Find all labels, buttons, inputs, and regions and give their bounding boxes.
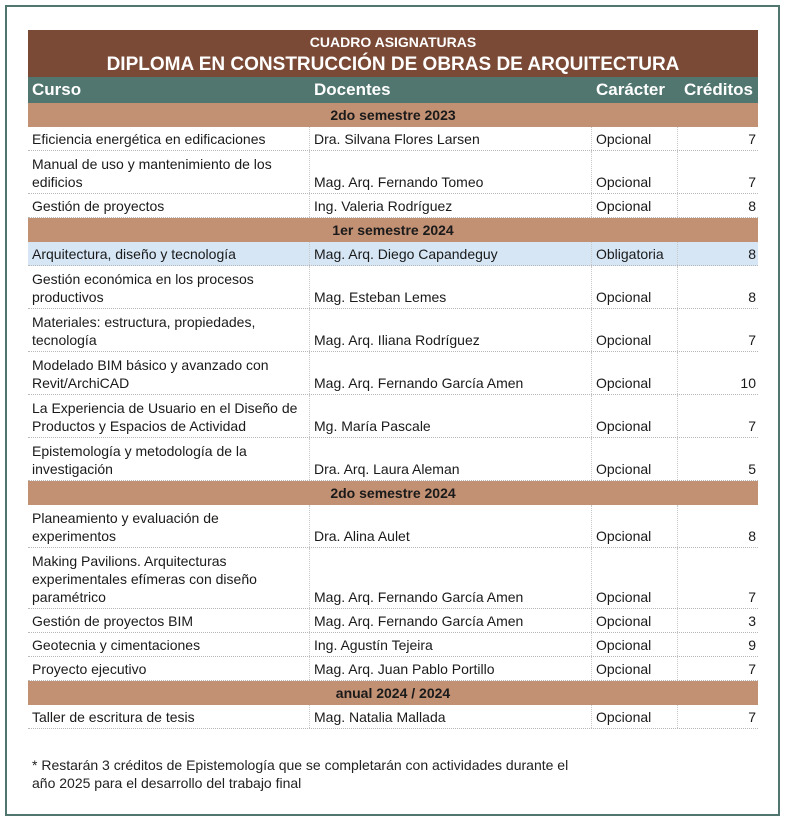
subjects-table — [28, 30, 758, 729]
table-title: DIPLOMA EN CONSTRUCCIÓN DE OBRAS DE ARQUITECTURA — [28, 52, 758, 77]
table-row — [28, 352, 758, 395]
cell-creditos: 7 — [748, 661, 756, 677]
cell-creditos: 9 — [748, 637, 756, 653]
cell-curso: Planeamiento y evaluación de experimentos — [28, 505, 310, 547]
cell-caracter: Opcional — [592, 609, 678, 632]
table-row-highlighted — [28, 242, 758, 266]
table-row — [28, 309, 758, 352]
semester-header: anual 2024 / 2024 — [28, 681, 758, 705]
cell-curso: Taller de escritura de tesis — [28, 705, 310, 728]
cell-docente: Ing. Valeria Rodríguez — [310, 194, 592, 217]
cell-curso: Gestión de proyectos BIM — [28, 609, 310, 632]
table-row — [28, 609, 758, 633]
cell-docente: Dra. Alina Aulet — [310, 505, 592, 547]
cell-creditos: 3 — [748, 613, 756, 629]
cell-docente: Mg. María Pascale — [310, 395, 592, 437]
header-docentes: Docentes — [314, 80, 391, 99]
table-row — [28, 548, 758, 609]
table-row — [28, 505, 758, 548]
cell-docente: Mag. Arq. Diego Capandeguy — [310, 242, 592, 265]
semester-header: 2do semestre 2024 — [28, 481, 758, 505]
cell-caracter: Opcional — [592, 309, 678, 351]
cell-curso: Eficiencia energética en edificaciones — [28, 127, 310, 150]
cell-curso: Epistemología y metodología de la investigación — [28, 438, 310, 480]
cell-curso: Making Pavilions. Arquitecturas experimentales efímeras con diseño paramétrico — [28, 548, 310, 608]
cell-docente: Ing. Agustín Tejeira — [310, 633, 592, 656]
cell-docente: Mag. Arq. Fernando García Amen — [310, 609, 592, 632]
cell-curso: Arquitectura, diseño y tecnología — [28, 242, 310, 265]
cell-caracter: Obligatoria — [592, 242, 678, 265]
cell-docente: Mag. Esteban Lemes — [310, 266, 592, 308]
cell-docente: Dra. Arq. Laura Aleman — [310, 438, 592, 480]
table-row — [28, 705, 758, 729]
cell-caracter: Opcional — [592, 151, 678, 193]
cell-curso: Proyecto ejecutivo — [28, 657, 310, 680]
cell-docente: Mag. Natalia Mallada — [310, 705, 592, 728]
cell-curso: Gestión de proyectos — [28, 194, 310, 217]
cell-caracter: Opcional — [592, 395, 678, 437]
cell-creditos: 8 — [748, 246, 756, 262]
cell-creditos: 10 — [740, 375, 756, 391]
cell-creditos: 7 — [748, 589, 756, 605]
cell-caracter: Opcional — [592, 505, 678, 547]
cell-creditos: 8 — [748, 528, 756, 544]
cell-creditos: 7 — [748, 418, 756, 434]
cell-caracter: Opcional — [592, 438, 678, 480]
cell-docente: Mag. Arq. Fernando García Amen — [310, 352, 592, 394]
semester-header: 1er semestre 2024 — [28, 218, 758, 242]
cell-curso: Modelado BIM básico y avanzado con Revit/ArchiCAD — [28, 352, 310, 394]
cell-caracter: Opcional — [592, 266, 678, 308]
cell-docente: Dra. Silvana Flores Larsen — [310, 127, 592, 150]
cell-caracter: Opcional — [592, 633, 678, 656]
table-row — [28, 395, 758, 438]
cell-curso: Materiales: estructura, propiedades, tecnología — [28, 309, 310, 351]
semester-header: 2do semestre 2023 — [28, 103, 758, 127]
cell-curso: Manual de uso y mantenimiento de los edificios — [28, 151, 310, 193]
table-row — [28, 127, 758, 151]
cell-caracter: Opcional — [592, 548, 678, 608]
cell-creditos: 7 — [748, 174, 756, 190]
cell-docente: Mag. Arq. Fernando Tomeo — [310, 151, 592, 193]
cell-caracter: Opcional — [592, 657, 678, 680]
cell-docente: Mag. Arq. Iliana Rodríguez — [310, 309, 592, 351]
cell-creditos: 7 — [748, 131, 756, 147]
cell-docente: Mag. Arq. Fernando García Amen — [310, 548, 592, 608]
cell-curso: Geotecnia y cimentaciones — [28, 633, 310, 656]
cell-creditos: 5 — [748, 461, 756, 477]
cell-curso: Gestión económica en los procesos productivos — [28, 266, 310, 308]
cell-creditos: 7 — [748, 709, 756, 725]
header-curso: Curso — [32, 80, 82, 99]
cell-creditos: 8 — [748, 198, 756, 214]
table-row — [28, 151, 758, 194]
cell-creditos: 8 — [748, 289, 756, 305]
header-caracter: Carácter — [596, 80, 665, 99]
cell-caracter: Opcional — [592, 352, 678, 394]
cell-caracter: Opcional — [592, 127, 678, 150]
header-creditos: Créditos — [684, 80, 753, 99]
cell-docente: Mag. Arq. Juan Pablo Portillo — [310, 657, 592, 680]
table-row — [28, 266, 758, 309]
cell-curso: La Experiencia de Usuario en el Diseño de Productos y Espacios de Actividad — [28, 395, 310, 437]
footnote: * Restarán 3 créditos de Epistemología que se completarán con actividades durante el año 2025 para el desarrollo del trabajo final — [32, 757, 569, 791]
table-row — [28, 633, 758, 657]
cell-caracter: Opcional — [592, 194, 678, 217]
cell-creditos: 7 — [748, 332, 756, 348]
table-row — [28, 657, 758, 681]
table-row — [28, 438, 758, 481]
table-supertitle: CUADRO ASIGNATURAS — [28, 30, 758, 52]
table-header — [28, 77, 758, 103]
table-row — [28, 194, 758, 218]
cell-caracter: Opcional — [592, 705, 678, 728]
